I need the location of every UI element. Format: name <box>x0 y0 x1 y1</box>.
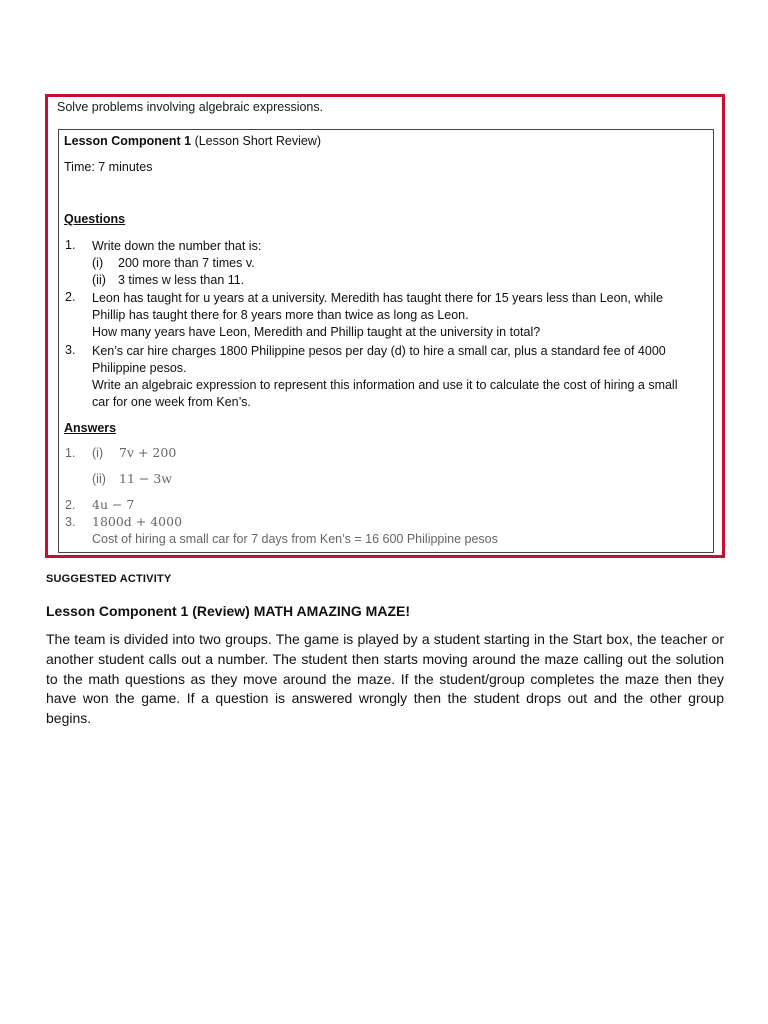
question-3-line: Ken’s car hire charges 1800 Philippine pesos per day (d) to hire a small car, plus a standard fee of 4000 <box>92 344 666 358</box>
question-1-part-i-label: (i) <box>92 256 104 270</box>
question-3-line: Write an algebraic expression to represent this information and use it to calculate the cost of hiring a small <box>92 378 678 392</box>
lesson-component-subtitle: (Lesson Short Review) <box>191 134 322 148</box>
answer-3-note: Cost of hiring a small car for 7 days from Ken’s = 16 600 Philippine pesos <box>92 532 498 546</box>
activity-description: The team is divided into two groups. The game is played by a student starting in the Start box, the teacher or another student calls out a number. The student then starts moving around the maze calling out the solution to the math questions as they move around the maze. If the student/group completes the maze then they have won the game. If a question is answered wrongly then the student drops out and the other group begins. <box>46 631 724 727</box>
answer-1-part-i-label: (i) <box>92 446 104 460</box>
suggested-activity-heading: SUGGESTED ACTIVITY <box>46 573 172 585</box>
lesson-component-title <box>64 133 321 150</box>
question-1-part-i: 200 more than 7 times v. <box>118 256 255 270</box>
questions-heading: Questions <box>64 212 126 226</box>
answer-2: 4u − 7 <box>92 497 135 512</box>
question-1-part-ii-label: (ii) <box>92 273 106 287</box>
question-1-part-ii: 3 times w less than 11. <box>118 273 245 287</box>
answer-1-part-ii-label: (ii) <box>92 472 106 486</box>
answers-heading: Answers <box>64 421 117 435</box>
question-number: 2. <box>65 290 76 304</box>
question-3-line: car for one week from Ken’s. <box>92 395 251 409</box>
answer-number: 3. <box>65 515 76 529</box>
lesson-component-label: Lesson Component 1 <box>64 134 192 148</box>
answer-3: 1800d + 4000 <box>92 514 183 529</box>
answer-1-part-i: 7v + 200 <box>119 445 177 460</box>
question-1-text: Write down the number that is: <box>92 239 262 253</box>
lesson-component-box <box>58 129 714 553</box>
answer-number: 1. <box>65 446 76 460</box>
answer-number: 2. <box>65 498 76 512</box>
activity-title: Lesson Component 1 (Review) MATH AMAZING MAZE! <box>46 603 410 619</box>
question-2-line: Leon has taught for u years at a university. Meredith has taught there for 15 years less than Leon, while <box>92 291 663 305</box>
question-2-line: Phillip has taught there for 8 years more than twice as long as Leon. <box>92 308 469 322</box>
question-number: 3. <box>65 343 76 357</box>
question-3-line: Philippine pesos. <box>92 361 187 375</box>
lesson-time: Time: 7 minutes <box>64 160 153 174</box>
question-number: 1. <box>65 238 76 252</box>
answer-1-part-ii: 11 − 3w <box>119 471 172 486</box>
question-2-line: How many years have Leon, Meredith and Phillip taught at the university in total? <box>92 325 541 339</box>
lesson-objective: Solve problems involving algebraic expressions. <box>57 100 324 114</box>
